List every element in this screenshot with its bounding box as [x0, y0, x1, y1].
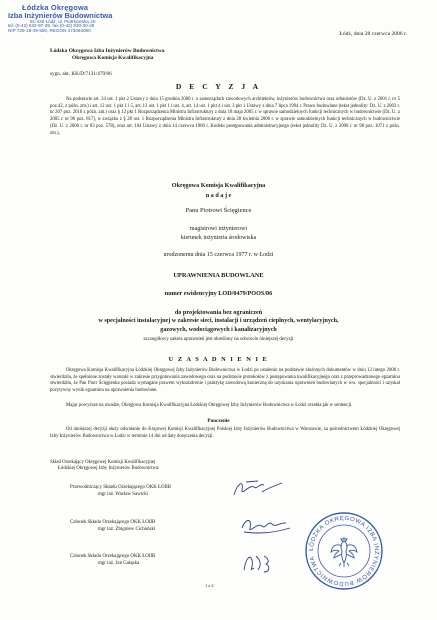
- grant-verb: n a d a j e: [205, 192, 232, 199]
- scope-line: gazowych, wodociągowych i kanalizacyjnych: [160, 327, 277, 333]
- instruction-heading: Pouczenie: [207, 418, 230, 424]
- issuer-block: [50, 48, 164, 63]
- panel-heading: Skład Orzekający Okręgowej Komisji Kwalifikacyjnej Łódzkiej Okręgowej Izby Inżynierów Budownictwa:: [50, 460, 160, 472]
- svg-text:ŁÓDZKA OKRĘGOWA IZBA INŻYNIERÓ: [308, 516, 380, 586]
- page-number: 1 z 2: [205, 583, 214, 588]
- recipient-birth: urodzonemu dnia 15 czerwca 1977 r. w Łodzi: [163, 252, 274, 258]
- signature-sawicki: [228, 478, 288, 500]
- panel-member: [70, 553, 155, 567]
- member-name: mgr inż. Zbigniew Cichoński: [98, 527, 156, 533]
- permit-title: UPRAWNIENIA BUDOWLANE: [173, 272, 264, 279]
- scope-line: do projektowania bez ograniczeń: [174, 309, 263, 316]
- header-stamp: [8, 4, 112, 34]
- recipient-title: magistrowi inżynierowi: [189, 226, 248, 232]
- justification-paragraph: Mając powyższe na uwadze, Okręgowa Komisja Kwalifikacyjna Łódzkiej Okręgowej Izby Inżynierów Budownictwa w Łodzi orzekła jak w sentencji.: [66, 403, 353, 408]
- member-name: mgr inż. Wacław Sawicki: [98, 492, 149, 498]
- permit-number: numer ewidencyjny LOD/0479/POOS/06: [164, 290, 273, 297]
- issuer-line: Okręgowa Komisja Kwalifikacyjna: [72, 55, 154, 62]
- instruction-paragraph: Od niniejszej decyzji służy odwołanie do Krajowej Komisji Kwalifikacyjnej Polskiej Izby Inżynierów Budownictwa w Warszawie, za pośrednictwem Łódzkiej Okręgowej Izby Inżynierów Budownictwa w Łodzi w terminie 14 dni od daty doręczenia decyzji.: [50, 427, 400, 439]
- stamp-line: Łódzka Okręgowa: [22, 3, 89, 12]
- decision-heading: D E C Y Z J A: [175, 82, 262, 91]
- seal-text: ŁÓDZKA OKRĘGOWA IZBA INŻYNIERÓW BUDOWNICTWA: [308, 515, 380, 587]
- justification-heading: U Z A S A D N I E N I E: [168, 356, 269, 363]
- scope-note: szczegółowy zakres uprawnień jest określony na odwrocie niniejszej decyzji: [143, 337, 294, 342]
- stamp-line: 91-425 Łódź, ul. Piotrkowska 20: [30, 18, 96, 24]
- case-number: sygn. akt. KK/D/7131/479/06: [50, 71, 112, 77]
- recipient-field: kierunek inżynieria środowiska: [180, 235, 257, 241]
- signature-cichonski: [238, 514, 298, 538]
- stamp-line: tel. (0-42) 632-97-39, fax (0-42) 630-30-29: [8, 23, 95, 29]
- member-role: Członek Składu Orzekającego OKK ŁOIIB: [70, 554, 156, 559]
- member-name: mgr inż. Jan Gałązka: [98, 561, 140, 567]
- document-date: Łódź, dnia 28 czerwca 2006 r.: [339, 31, 407, 37]
- round-seal: [303, 510, 385, 592]
- scope-line: w specjalności instalacyjnej w zakresie sieci, instalacji i urządzeń cieplnych, wentylacyjnych,: [98, 318, 339, 324]
- committee-name: Okręgowa Komisja Kwalifikacyjna: [171, 182, 266, 189]
- member-role: Członek Składu Orzekającego OKK ŁOIIB: [70, 520, 156, 525]
- panel-member: [70, 519, 155, 533]
- panel-member: [70, 484, 171, 498]
- eagle-emblem-icon: [331, 537, 357, 567]
- member-role: Przewodniczący Składu Orzekającego OKK ŁOIIB: [70, 485, 172, 490]
- legal-basis-paragraph: Na podstawie art. 24 ust. 1 pkt 2 Ustawy z dnia 15 grudnia 2000 r. o samorządach zawodowych architektów, inżynierów budownictwa oraz urbanistów (Dz. U. z 2001 r. nr 5 poz.42, z późn. zm.) i art. 12 ust. 1 pkt 1 i 5, art. 13 ust. 1 pkt 1 i ust. 4, art. 14 ust. 1 pkt 4 i ust. 3 pkt 1 Ustawy z dnia 7 lipca 1994 r. Prawo budowlane (tekst jednolity: Dz. U. z 2003 r. nr 207 poz. 2016 z późn. zm.) oraz § 12 pkt 1 Rozporządzenia Ministra Infrastruktury z dnia 18 maja 2005 r. w sprawie samodzielnych funkcji technicznych w budownictwie (Dz. U. z 2005 r. nr 96 poz. 817), w związku z § 28 ust. 1 Rozporządzenia Ministra Infrastruktury z dnia 28 kwietnia 2006 r. w sprawie samodzielnych funkcji technicznych w budownictwie (Dz. U. z 2006 r. nr 83 poz. 578), oraz art. 104 Ustawy z dnia 14 czerwca 1960 r. Kodeks postępowania administracyjnego (tekst jednolity Dz. U. z 2000 r. nr 98 poz. 1071 z późn. zm.),: [50, 97, 400, 136]
- issuer-line: Łódzka Okręgowa Izba Inżynierów Budownictwa: [50, 48, 165, 54]
- signature-galazka: [240, 550, 280, 576]
- justification-paragraph: Okręgowa Komisja Kwalifikacyjna Łódzkiej Okręgowej Izby Inżynierów Budownictwa w Łodzi po ustaleniu na podstawie złożonych dokumentów w dniu 13 lutego 2006 r. stwierdziła, że spełnione zostały warunki w zakresie przygotowania zawodowego oraz na podstawie protokołów z postępowania kwalifikacyjnego oraz z przeprowadzonego egzaminu stwierdziła, że Pan Piotr Ścięgienka posiada wymagane prawem wykształcenie i praktykę zawodową konieczną do uzyskania uprawnień budowlanych w ww. specjalności i uzyskał pozytywny wynik egzaminu na uprawnienia budowlane.: [50, 368, 400, 394]
- recipient-name: Panu Piotrowi Ścięgience: [185, 207, 252, 214]
- stamp-line: Izba Inżynierów Budownictwa: [8, 10, 113, 20]
- stamp-line: NIP 725-18-49-550, REGON 473064060: [8, 28, 91, 34]
